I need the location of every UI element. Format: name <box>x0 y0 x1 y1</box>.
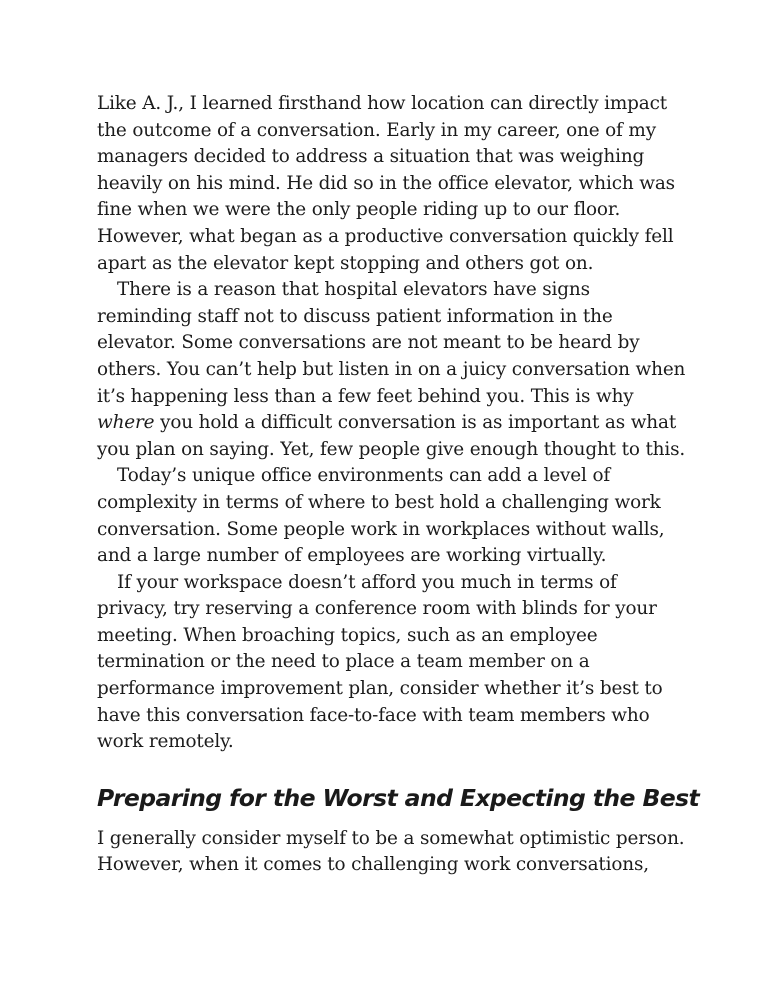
text-line: elevator. Some conversations are not meant to be heard by <box>97 332 640 354</box>
text-line: you plan on saying. Yet, few people give enough thought to this. <box>97 438 686 460</box>
text-line: reminding staff not to discuss patient information in the <box>97 305 613 327</box>
text-line: it’s happening less than a few feet behind you. This is why <box>97 385 634 407</box>
text-line: the outcome of a conversation. Early in my career, one of my <box>97 119 656 141</box>
text-line: I generally consider myself to be a somewhat optimistic person. <box>97 827 685 849</box>
text-line: Like A. J., I learned firsthand how location can directly impact <box>97 93 667 114</box>
text-line: fine when we were the only people riding up to our floor. <box>97 199 621 221</box>
text-line: meeting. When broaching topics, such as an employee <box>97 624 598 646</box>
text-line: apart as the elevator kept stopping and others got on. <box>97 252 594 274</box>
body-paragraph <box>97 91 697 277</box>
body-paragraph <box>97 826 697 879</box>
text-line: have this conversation face-to-face with team members who <box>97 704 650 726</box>
body-paragraph <box>97 277 697 463</box>
text-line-rest: you hold a difficult conversation is as important as what <box>160 412 677 434</box>
text-line: privacy, try reserving a conference room with blinds for your <box>97 598 657 620</box>
text-line: and a large number of employees are working virtually. <box>97 545 607 567</box>
text-line-with-emphasis <box>97 410 697 437</box>
section-heading: Preparing for the Worst and Expecting the Best <box>97 783 700 812</box>
document-page <box>97 91 700 879</box>
text-line: There is a reason that hospital elevators have signs <box>117 279 590 301</box>
text-line: performance improvement plan, consider whether it’s best to <box>97 678 663 700</box>
body-paragraph <box>97 570 697 756</box>
text-line: others. You can’t help but listen in on a juicy conversation when <box>97 358 686 380</box>
text-line: termination or the need to place a team member on a <box>97 651 590 673</box>
emphasized-word: where <box>97 412 155 434</box>
body-paragraph <box>97 463 697 569</box>
text-line: However, what began as a productive conversation quickly fell <box>97 225 674 247</box>
text-line: complexity in terms of where to best hold a challenging work <box>97 491 661 513</box>
text-line: conversation. Some people work in workplaces without walls, <box>97 518 665 540</box>
text-line: work remotely. <box>97 731 234 753</box>
text-line: heavily on his mind. He did so in the office elevator, which was <box>97 172 675 194</box>
text-line: Today’s unique office environments can add a level of <box>117 465 611 487</box>
text-line: managers decided to address a situation that was weighing <box>97 146 645 168</box>
text-line: If your workspace doesn’t afford you much in terms of <box>117 571 617 593</box>
text-line: However, when it comes to challenging work conversations, <box>97 854 649 876</box>
